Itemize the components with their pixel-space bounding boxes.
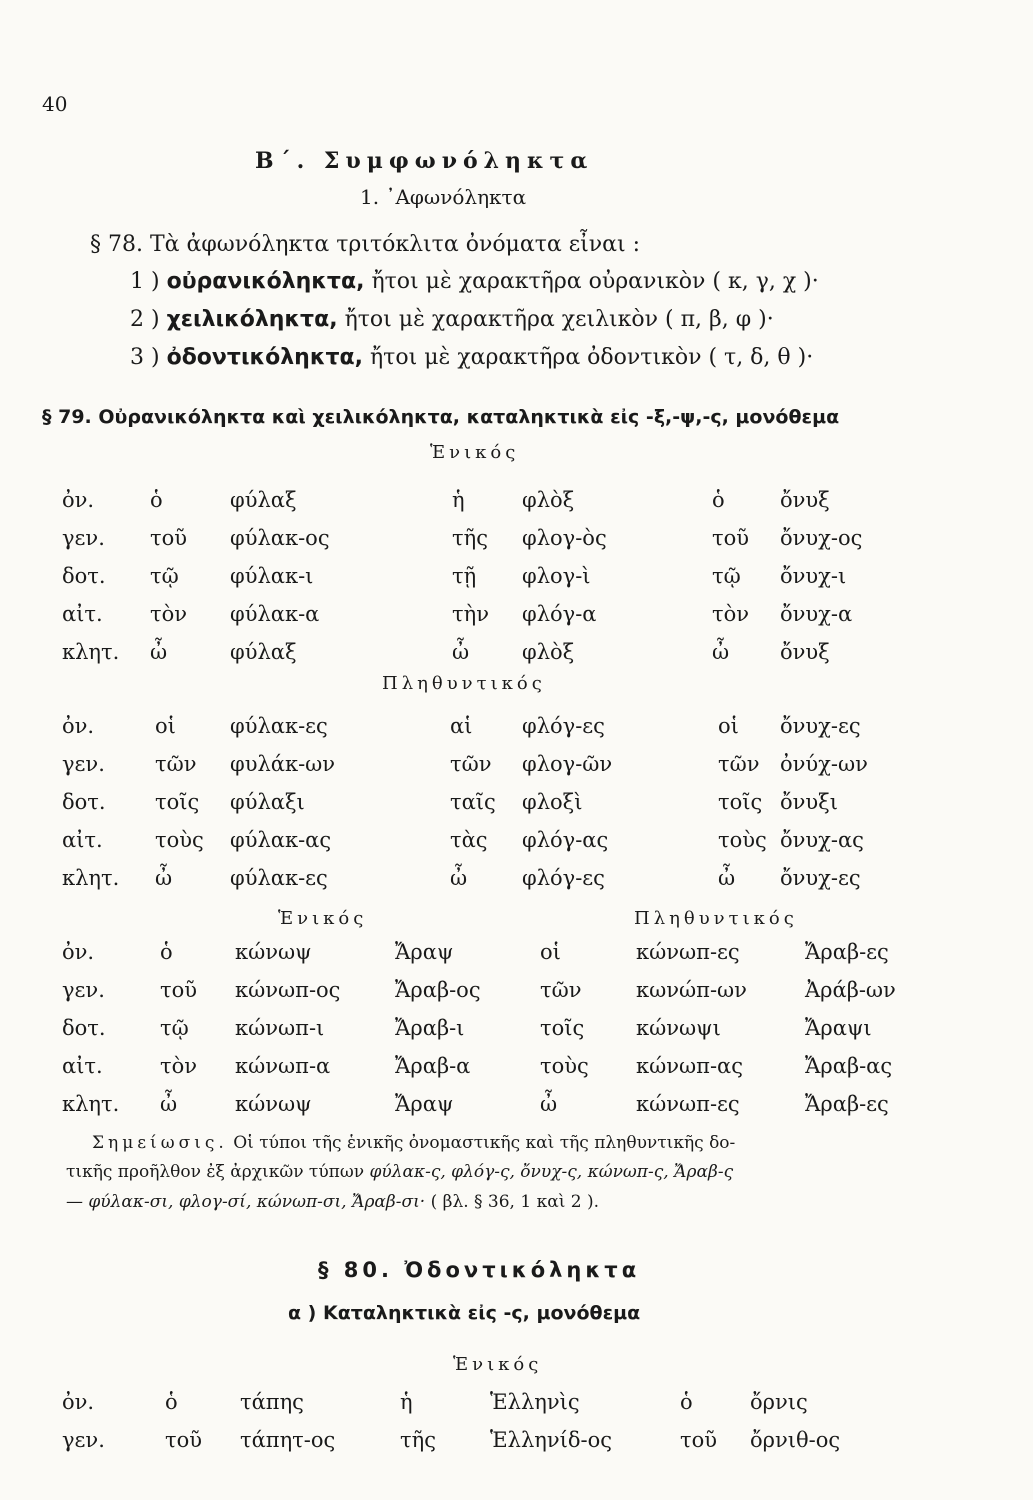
table-cell: ὦ bbox=[155, 866, 173, 890]
table-cell: τοῖς bbox=[718, 790, 763, 814]
item-description: ἤτοι μὲ χαρακτῆρα χειλικὸν ( π, β, φ )· bbox=[344, 307, 774, 332]
table-cell: φύλακ-ες bbox=[230, 866, 328, 890]
table-cell: ὄνυξ bbox=[780, 640, 830, 664]
table-cell: κώνωψι bbox=[636, 1016, 721, 1040]
case-label: γεν. bbox=[62, 526, 105, 550]
table-cell: ὄνυχ-ες bbox=[780, 866, 861, 890]
case-label: αἰτ. bbox=[62, 1054, 103, 1078]
case-label: ὀν. bbox=[62, 1390, 95, 1414]
note-text-1: Οἱ τύποι τῆς ἑνικῆς ὀνομαστικῆς καὶ τῆς πληθυντικῆς δο- bbox=[233, 1133, 736, 1153]
table-cell: φύλαξ bbox=[230, 640, 297, 664]
table-cell: τῶν bbox=[450, 752, 492, 776]
table-cell: οἱ bbox=[155, 714, 176, 738]
case-label: ὀν. bbox=[62, 940, 95, 964]
table-cell: ὁ bbox=[680, 1390, 693, 1414]
page-number: 40 bbox=[42, 92, 68, 116]
table-cell: Ἄραβ-ος bbox=[395, 978, 481, 1002]
table-cell: τῇ bbox=[452, 564, 477, 588]
item-term: οὐρανικόληκτα, bbox=[166, 269, 365, 294]
table-cell: φύλακ-ες bbox=[230, 714, 328, 738]
table-cell: ὁ bbox=[150, 488, 163, 512]
table-cell: φύλαξι bbox=[230, 790, 305, 814]
case-label: ὀν. bbox=[62, 714, 95, 738]
table-cell: ὄνυχ-α bbox=[780, 602, 853, 626]
case-label: αἰτ. bbox=[62, 828, 103, 852]
table-cell: φύλακ-α bbox=[230, 602, 320, 626]
table-cell: φλὸξ bbox=[522, 640, 575, 664]
table-cell: φλοξὶ bbox=[522, 790, 583, 814]
table-cell: ἡ bbox=[400, 1390, 413, 1414]
note-text-2b: φύλακ-ς, φλόγ-ς, ὄνυχ-ς, κώνωπ-ς, Ἄραβ-ς bbox=[369, 1162, 734, 1182]
table-cell: Ἄραβ-ες bbox=[805, 940, 889, 964]
table-cell: τοῦ bbox=[680, 1428, 718, 1452]
p78-item bbox=[130, 345, 813, 370]
table-cell: τοὺς bbox=[540, 1054, 589, 1078]
item-term: ὀδοντικόληκτα, bbox=[166, 345, 363, 370]
note-text-3a: — φύλακ-σι, φλογ-σί, κώνωπ-σι, Ἄραβ-σι· bbox=[66, 1192, 426, 1212]
table-cell: τάπης bbox=[240, 1390, 304, 1414]
p80-subtitle: α ) Καταληκτικὰ εἰς -ς, μονόθεμα bbox=[288, 1302, 641, 1324]
table-cell: τὸν bbox=[150, 602, 188, 626]
table-cell: φλόγ-ες bbox=[522, 866, 605, 890]
p78-item bbox=[130, 307, 774, 332]
table-cell: τῷ bbox=[712, 564, 741, 588]
table-cell: ὦ bbox=[150, 640, 168, 664]
table-cell: φλογ-ῶν bbox=[522, 752, 613, 776]
p79-title: § 79. Οὐρανικόληκτα καὶ χειλικόληκτα, καταληκτικὰ εἰς -ξ,-ψ,-ς, μονόθεμα bbox=[42, 406, 840, 428]
item-number: 2 ) bbox=[130, 307, 160, 332]
note-text-2a: τικῆς προῆλθον ἐξ ἀρχικῶν τύπων bbox=[66, 1162, 365, 1182]
subsection-title: 1. ᾿Αφωνόληκτα bbox=[360, 185, 527, 209]
table-cell: τὸν bbox=[712, 602, 750, 626]
table-cell: τοῦ bbox=[150, 526, 188, 550]
table-cell: φύλακ-ος bbox=[230, 526, 330, 550]
table-cell: ὦ bbox=[452, 640, 470, 664]
table-cell: φλογ-ὸς bbox=[522, 526, 607, 550]
table-cell: ὦ bbox=[540, 1092, 558, 1116]
table-cell: τῶν bbox=[718, 752, 760, 776]
table-cell: φύλακ-ας bbox=[230, 828, 332, 852]
table-cell: τοῦ bbox=[160, 978, 198, 1002]
case-label: δοτ. bbox=[62, 564, 106, 588]
p80-title: § 80. Ὀδοντικόληκτα bbox=[318, 1258, 641, 1282]
table-cell: τῆς bbox=[400, 1428, 436, 1452]
table-cell: ἡ bbox=[452, 488, 465, 512]
table-cell: τοὺς bbox=[718, 828, 767, 852]
case-label: δοτ. bbox=[62, 1016, 106, 1040]
table-cell: τῆς bbox=[452, 526, 488, 550]
table-cell: κώνωπ-ος bbox=[235, 978, 341, 1002]
table-cell: φύλαξ bbox=[230, 488, 297, 512]
table-cell: τοῖς bbox=[540, 1016, 585, 1040]
table-cell: ὀνύχ-ων bbox=[780, 752, 868, 776]
table-cell: φύλακ-ι bbox=[230, 564, 314, 588]
table-cell: κώνωψ bbox=[235, 940, 312, 964]
table-cell: ταῖς bbox=[450, 790, 496, 814]
table-cell: φυλάκ-ων bbox=[230, 752, 336, 776]
table-cell: Ἄραψ bbox=[395, 940, 454, 964]
table-cell: τὴν bbox=[452, 602, 489, 626]
note-line-3 bbox=[66, 1192, 599, 1212]
note-line-2 bbox=[66, 1162, 733, 1182]
table-cell: ὁ bbox=[712, 488, 725, 512]
table-cell: Ἄραβ-ες bbox=[805, 1092, 889, 1116]
table-cell: ὄνυχ-ος bbox=[780, 526, 863, 550]
table-cell: τῷ bbox=[150, 564, 179, 588]
table-cell: τοῦ bbox=[712, 526, 750, 550]
singular-label-3: Ἑνικός bbox=[453, 1354, 543, 1375]
table-cell: οἱ bbox=[540, 940, 561, 964]
table-cell: τοῖς bbox=[155, 790, 200, 814]
table-cell: κώνωπ-α bbox=[235, 1054, 331, 1078]
plural-label: Πληθυντικός bbox=[382, 673, 546, 694]
table-cell: τοὺς bbox=[155, 828, 204, 852]
table-cell: οἱ bbox=[718, 714, 739, 738]
item-term: χειλικόληκτα, bbox=[166, 307, 338, 332]
case-label: κλητ. bbox=[62, 640, 120, 664]
table-cell: Ἑλληνὶς bbox=[490, 1390, 580, 1414]
table-cell: ὁ bbox=[160, 940, 173, 964]
table-cell: Ἄραβ-ας bbox=[805, 1054, 893, 1078]
item-number: 3 ) bbox=[130, 345, 160, 370]
plural-label-2: Πληθυντικός bbox=[634, 908, 798, 929]
table-cell: Ἄραβ-α bbox=[395, 1054, 471, 1078]
table-cell: τὸν bbox=[160, 1054, 198, 1078]
table-cell: φλογ-ὶ bbox=[522, 564, 591, 588]
section-title: Β΄. Συμφωνόληκτα bbox=[255, 148, 594, 174]
table-cell: κώνωπ-ας bbox=[636, 1054, 743, 1078]
table-cell: φλόγ-ας bbox=[522, 828, 609, 852]
p78-intro: § 78. Τὰ ἀφωνόληκτα τριτόκλιτα ὀνόματα εἶναι : bbox=[90, 232, 641, 257]
case-label: κλητ. bbox=[62, 866, 120, 890]
table-cell: ὦ bbox=[718, 866, 736, 890]
item-description: ἤτοι μὲ χαρακτῆρα οὐρανικὸν ( κ, γ, χ )· bbox=[371, 269, 819, 294]
table-cell: κώνωψ bbox=[235, 1092, 312, 1116]
table-cell: φλόγ-α bbox=[522, 602, 597, 626]
table-cell: ὦ bbox=[160, 1092, 178, 1116]
case-label: κλητ. bbox=[62, 1092, 120, 1116]
table-cell: ὄνυχ-ες bbox=[780, 714, 861, 738]
table-cell: ὄνυξι bbox=[780, 790, 838, 814]
table-cell: φλὸξ bbox=[522, 488, 575, 512]
table-cell: Ἄραψ bbox=[395, 1092, 454, 1116]
note-label: Σημείωσις. bbox=[92, 1133, 228, 1153]
table-cell: ὄνυχ-ας bbox=[780, 828, 864, 852]
case-label: αἰτ. bbox=[62, 602, 103, 626]
table-cell: τῶν bbox=[155, 752, 197, 776]
table-cell: κώνωπ-ες bbox=[636, 940, 740, 964]
singular-label: Ἑνικός bbox=[430, 442, 520, 463]
table-cell: Ἄραψι bbox=[805, 1016, 872, 1040]
case-label: γεν. bbox=[62, 752, 105, 776]
table-cell: αἱ bbox=[450, 714, 473, 738]
table-cell: κωνώπ-ων bbox=[636, 978, 747, 1002]
table-cell: τοῦ bbox=[165, 1428, 203, 1452]
table-cell: Ἄραβ-ι bbox=[395, 1016, 465, 1040]
item-number: 1 ) bbox=[130, 269, 160, 294]
table-cell: ὄνυξ bbox=[780, 488, 830, 512]
table-cell: ὦ bbox=[450, 866, 468, 890]
table-cell: κώνωπ-ι bbox=[235, 1016, 325, 1040]
item-description: ἤτοι μὲ χαρακτῆρα ὀδοντικὸν ( τ, δ, θ )· bbox=[370, 345, 814, 370]
table-cell: ὦ bbox=[712, 640, 730, 664]
table-cell: φλόγ-ες bbox=[522, 714, 605, 738]
table-cell: ὁ bbox=[165, 1390, 178, 1414]
note-text-3b: ( βλ. § 36, 1 καὶ 2 ). bbox=[430, 1192, 600, 1212]
case-label: δοτ. bbox=[62, 790, 106, 814]
table-cell: τῷ bbox=[160, 1016, 189, 1040]
case-label: ὀν. bbox=[62, 488, 95, 512]
table-cell: τῶν bbox=[540, 978, 582, 1002]
table-cell: τάπητ-ος bbox=[240, 1428, 336, 1452]
table-cell: κώνωπ-ες bbox=[636, 1092, 740, 1116]
p78-item bbox=[130, 269, 819, 294]
table-cell: Ἑλληνίδ-ος bbox=[490, 1428, 613, 1452]
table-cell: ὄνυχ-ι bbox=[780, 564, 847, 588]
table-cell: τὰς bbox=[450, 828, 488, 852]
table-cell: Ἀράβ-ων bbox=[805, 978, 896, 1002]
case-label: γεν. bbox=[62, 1428, 105, 1452]
table-cell: ὄρνις bbox=[750, 1390, 808, 1414]
case-label: γεν. bbox=[62, 978, 105, 1002]
singular-label-2: Ἑνικός bbox=[278, 908, 368, 929]
table-cell: ὄρνιθ-ος bbox=[750, 1428, 841, 1452]
note-line-1 bbox=[92, 1133, 735, 1153]
